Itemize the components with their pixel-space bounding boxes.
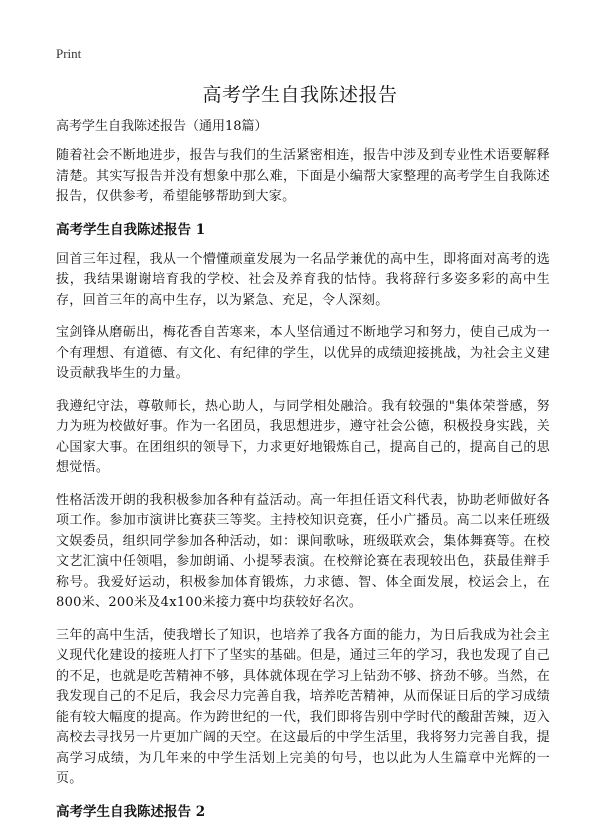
section-1-paragraph-1: 回首三年过程，我从一个懵懂顽童发展为一名品学兼优的高中生，即将面对高考的选拔，我结果谢谢培育我的学校、社会及养育我的怙恃。我将辞行多姿多彩的高中生存，回首三年的高中生存，以为紧急、充足，令人深刻。	[56, 251, 550, 308]
document-body	[56, 118, 550, 832]
section-1-paragraph-3: 我遵纪守法，尊敬师长，热心助人，与同学相处融洽。我有较强的"集体荣誉感，努力为班为校做好事。作为一名团员，我思想进步，遵守社会公德，积极投身实践，关心国家大事。在团组织的领导下，力求更好地锻炼自己，提高自己的，提高自己的思想觉悟。	[56, 398, 550, 475]
section-1-paragraph-4: 性格活泼开朗的我积极参加各种有益活动。高一年担任语文科代表，协助老师做好各项工作。参加市演讲比赛获三等奖。主持校知识竞赛，任小广播员。高二以来任班级文娱委员，组织同学参加各种活动，如：课间歌咏，班级联欢会，集体舞赛等。在校文艺汇演中任领唱，参加朗诵、小提琴表演。在校辩论赛在表现较出色，获最佳辩手称号。我爱好运动，积极参加体育锻炼，力求德、智、体全面发展，校运会上，在800米、200米及4x100米接力赛中均获较好名次。	[56, 492, 550, 610]
section-heading-1: 高考学生自我陈述报告 1	[56, 221, 206, 238]
section-1-paragraph-2: 宝剑锋从磨砺出，梅花香自苦寒来，本人坚信通过不断地学习和努力，使自己成为一个有理想、有道德、有文化、有纪律的学生，以优异的成绩迎接挑战，为社会主义建设贡献我毕生的力量。	[56, 325, 550, 381]
page-title: 高考学生自我陈述报告	[202, 84, 398, 106]
section-heading-2: 高考学生自我陈述报告 2	[56, 803, 206, 820]
intro-paragraph: 随着社会不断地进步，报告与我们的生活紧密相连，报告中涉及到专业性术语要解释清楚。其实写报告并没有想象中那么难，下面是小编帮大家整理的高考学生自我陈述报告，仅供参考，希望能够帮助到大家。	[56, 148, 550, 204]
print-label[interactable]: Print	[56, 46, 82, 61]
document-subtitle: 高考学生自我陈述报告（通用18篇）	[56, 119, 268, 134]
section-1-paragraph-5: 三年的高中生活，使我增长了知识，也培养了我各方面的能力，为日后我成为社会主义现代化建设的接班人打下了坚实的基础。但是，通过三年的学习，我也发现了自己的不足，也就是吃苦精神不够，具体就体现在学习上钻劲不够、挤劲不够。当然，在我发现自己的不足后，我会尽力完善自我，培养吃苦精神，从而保证日后的学习成绩能有较大幅度的提高。作为跨世纪的一代，我们即将告别中学时代的酸甜苦辣，迈入高校去寻找另一片更加广阔的天空。在这最后的中学生活里，我将努力完善自我，提高学习成绩，为几年来的中学生活划上完美的句号，也以此为人生篇章中光辉的一页。	[56, 627, 550, 786]
